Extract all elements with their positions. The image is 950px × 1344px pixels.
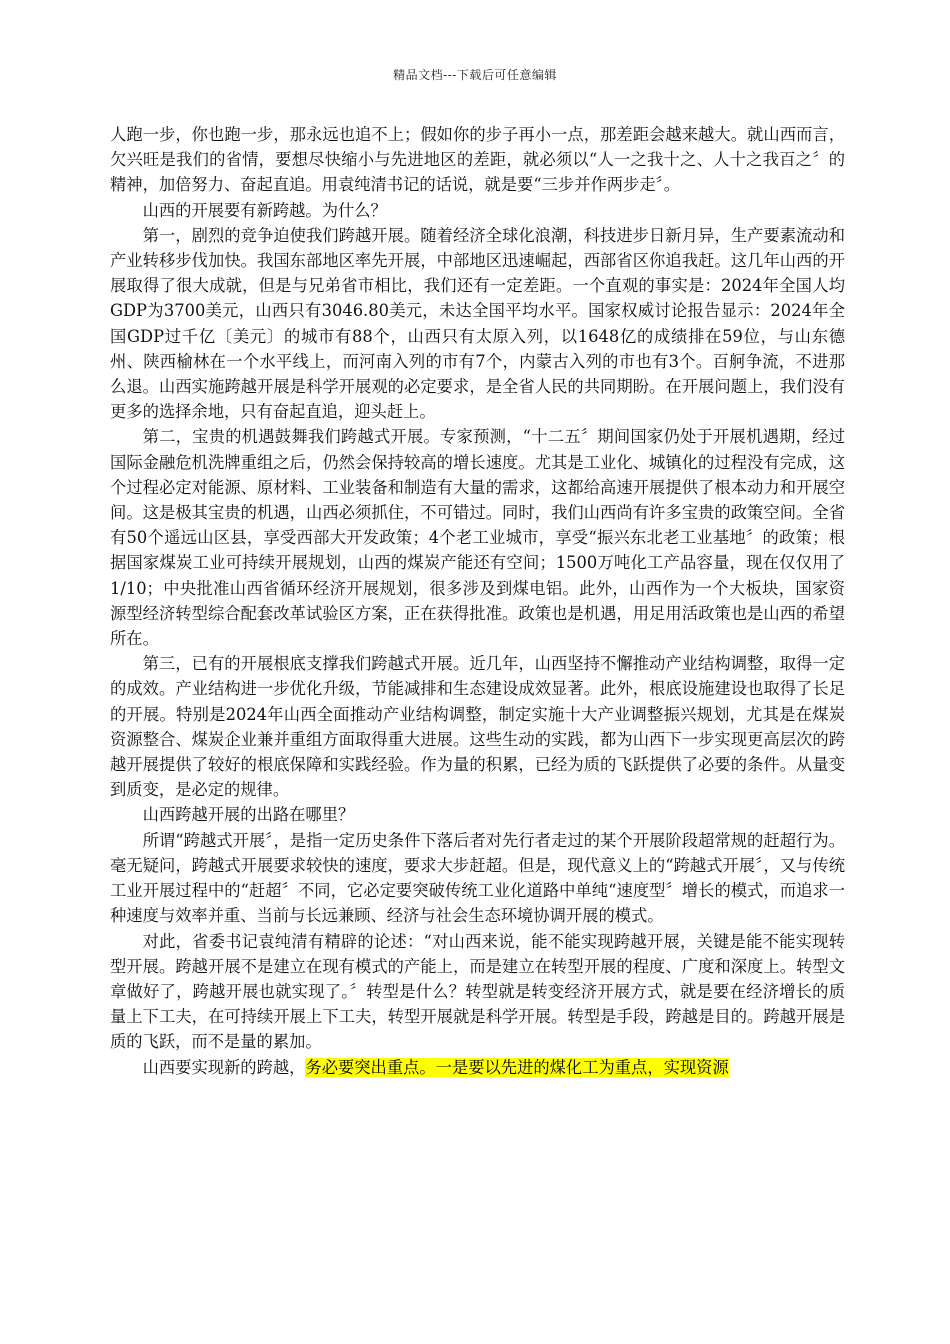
paragraph: 所谓“跨越式开展〞，是指一定历史条件下落后者对先行者走过的某个开展阶段超常规的赶超行为。毫无疑问，跨越式开展要求较快的速度，要求大步赶超。但是，现代意义上的“跨越式开展〞，又与传统工业开展过程中的“赶超〞不同，它必定要突破传统工业化道路中单纯“速度型〞增长的模式，而追求一种速度与效率并重、当前与长远兼顾、经济与社会生态环境协调开展的模式。 [110, 830, 845, 926]
paragraph: 第三，已有的开展根底支撑我们跨越式开展。近几年，山西坚持不懈推动产业结构调整，取得一定的成效。产业结构进一步优化升级，节能减排和生态建设成效显著。此外，根底设施建设也取得了长足的开展。特别是2024年山西全面推动产业结构调整，制定实施十大产业调整振兴规划，尤其是在煤炭资源整合、煤炭企业兼并重组方面取得重大进展。这些生动的实践，都为山西下一步实现更高层次的跨越开展提供了较好的根底保障和实践经验。作为量的积累，已经为质的飞跃提供了必要的条件。从量变到质变，是必定的规律。 [110, 654, 845, 800]
paragraph: 山西的开展要有新跨越。为什么？ [142, 200, 387, 220]
paragraph: 第二，宝贵的机遇鼓舞我们跨越式开展。专家预测，“十二五〞期间国家仍处于开展机遇期，经过国际金融危机洗牌重组之后，仍然会保持较高的增长速度。尤其是工业化、城镇化的过程没有完成，这个过程必定对能源、原材料、工业装备和制造有大量的需求，这都给高速开展提供了根本动力和开展空间。这是极其宝贵的机遇，山西必须抓住，不可错过。同时，我们山西尚有许多宝贵的政策空间。全省有50个遥远山区县，享受西部大开发政策；4个老工业城市，享受“振兴东北老工业基地〞的政策；根据国家煤炭工业可持续开展规划，山西的煤炭产能还有空间；1500万吨化工产品容量，现在仅仅用了1/10；中央批准山西省循环经济开展规划，很多涉及到煤电铝。此外，山西作为一个大板块，国家资源型经济转型综合配套改革试验区方案，正在获得批准。政策也是机遇，用足用活政策也是山西的希望所在。 [110, 427, 845, 649]
paragraph: 对此，省委书记袁纯清有精辟的论述：“对山西来说，能不能实现跨越开展，关键是能不能实现转型开展。跨越开展不是建立在现有模式的产能上，而是建立在转型开展的程度、广度和深度上。转型文章做好了，跨越开展也就实现了。〞转型是什么？转型就是转变经济开展方式，就是要在经济增长的质量上下工夫，在可持续开展上下工夫，转型开展就是科学开展。转型是手段，跨越是目的。跨越开展是质的飞跃，而不是量的累加。 [110, 931, 845, 1052]
highlighted-text: 务必要突出重点。一是要以先进的煤化工为重点，实现资源 [305, 1057, 729, 1077]
page-header: 精品文档---下载后可任意编辑 [393, 68, 557, 82]
paragraph: 第一，剧烈的竞争迫使我们跨越开展。随着经济全球化浪潮，科技进步日新月异，生产要素流动和产业转移步伐加快。我国东部地区率先开展，中部地区迅速崛起，西部省区你追我赶。这几年山西的开展取得了很大成就，但是与兄弟省市相比，我们还有一定差距。一个直观的事实是：2024年全国人均GDP为3700美元，山西只有3046.80美元，未达全国平均水平。国家权威讨论报告显示：2024年全国GDP过千亿〔美元〕的城市有88个，山西只有太原入列，以1648亿的成绩排在59位，与山东德州、陕西榆林在一个水平线上，而河南入列的市有7个，内蒙古入列的市也有3个。百舸争流，不进那么退。山西实施跨越开展是科学开展观的必定要求，是全省人民的共同期盼。在开展问题上，我们没有更多的选择余地，只有奋起直追，迎头赶上。 [110, 225, 845, 422]
last-paragraph [110, 1055, 845, 1080]
paragraph: 山西跨越开展的出路在哪里？ [142, 805, 355, 825]
paragraph: 人跑一步，你也跑一步，那永远也追不上；假如你的步子再小一点，那差距会越来越大。就山西而言，欠兴旺是我们的省情，要想尽快缩小与先进地区的差距，就必须以“人一之我十之、人十之我百之〞的精神，加倍努力、奋起直追。用袁纯清书记的话说，就是要“三步并作两步走〞。 [110, 125, 845, 195]
last-paragraph-text: 山西要实现新的跨越， [142, 1057, 306, 1077]
document-body [110, 122, 845, 1080]
